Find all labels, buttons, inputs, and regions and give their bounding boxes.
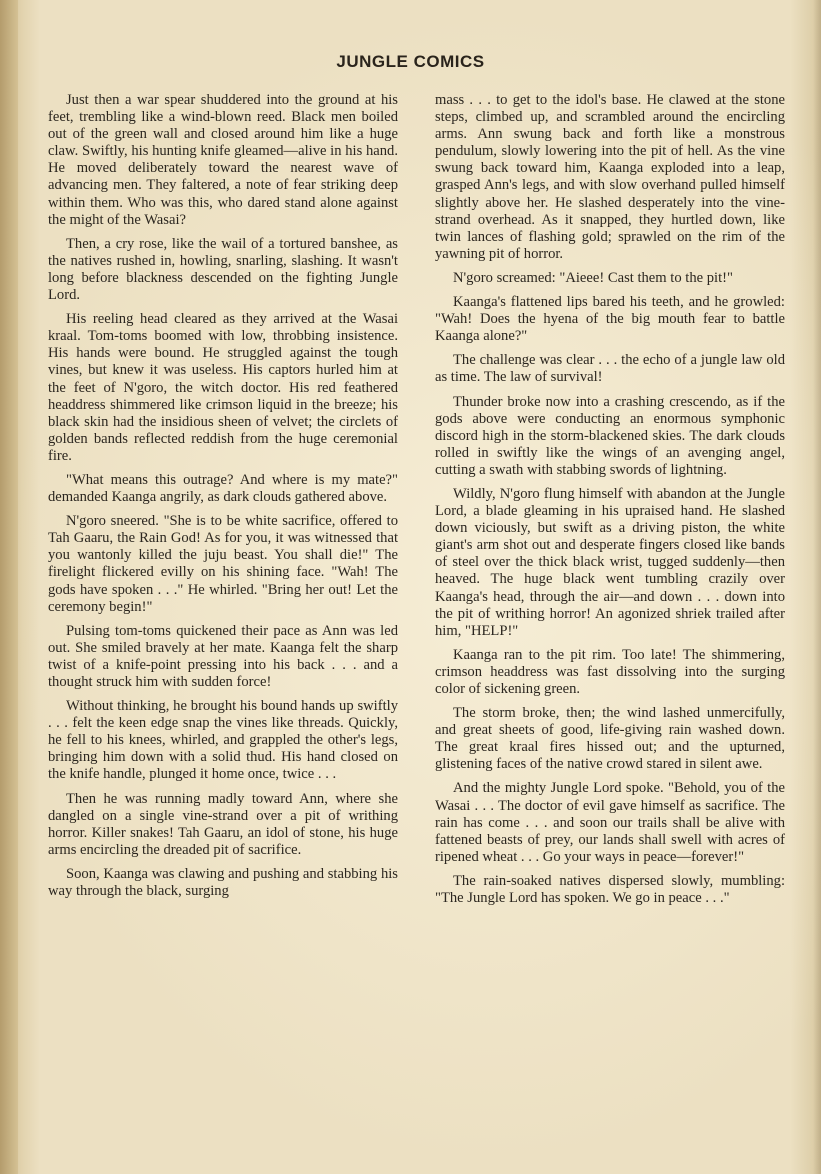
page-spine: [0, 0, 18, 1174]
paragraph: Then he was running madly toward Ann, where she dangled on a single vine-strand over a pit of writhing horror. Killer snakes! Tah Gaaru, an idol of stone, his huge arms encircling the dreaded pit of sacrifice.: [48, 790, 398, 858]
right-text-column: [435, 92, 785, 914]
paragraph: The rain-soaked natives dispersed slowly, mumbling: "The Jungle Lord has spoken. We go in peace . . .": [435, 872, 785, 907]
paragraph: "What means this outrage? And where is my mate?" demanded Kaanga angrily, as dark clouds gathered above.: [48, 471, 398, 506]
paragraph: Kaanga ran to the pit rim. Too late! The shimmering, crimson headdress was fast dissolving into the surging color of sickening green.: [435, 646, 785, 697]
paragraph: Then, a cry rose, like the wail of a tortured banshee, as the natives rushed in, howling, snarling, slashing. It wasn't long before blackness descended on the fighting Jungle Lord.: [48, 235, 398, 304]
paragraph: Wildly, N'goro flung himself with abandon at the Jungle Lord, a blade gleaming in his upraised hand. He slashed down viciously, but swift as a driving piston, the white giant's arm shot out and desperate fingers closed like bands of steel over the thick black wrist, tugged suddenly—then heaved. The huge black went tumbling crazily over Kaanga's head, through the air—and down . . . down into the pit of writhing horror! An agonized shriek trailed after him, "HELP!": [435, 485, 785, 639]
paragraph: His reeling head cleared as they arrived at the Wasai kraal. Tom-toms boomed with low, throbbing insistence. His hands were bound. He struggled against the tough vines, but knew it was useless. His captors hurled him at the feet of N'goro, the witch doctor. His red feathered headdress shimmered like crimson liquid in the breeze; his black skin had the insidious sheen of velvet; the circlets of golden bands reflected reddish from the huge ceremonial fire.: [48, 311, 398, 464]
page-edge-shadow: [813, 0, 821, 1174]
paragraph: And the mighty Jungle Lord spoke. "Behold, you of the Wasai . . . The doctor of evil gave himself as sacrifice. The rain has come . . . and soon our trails shall be alive with fattened beasts of prey, our lands shall swell with acres of ripened wheat . . . Go your ways in peace—forever!": [435, 780, 785, 865]
paragraph: Soon, Kaanga was clawing and pushing and stabbing his way through the black, surging: [48, 865, 398, 900]
paragraph: Without thinking, he brought his bound hands up swiftly . . . felt the keen edge snap the vines like threads. Quickly, he fell to his knees, whirled, and grappled the other's legs, bringing him down with a solid thud. His hand closed on the knife handle, plunged it home once, twice . . .: [48, 698, 398, 783]
paragraph: Thunder broke now into a crashing crescendo, as if the gods above were conducting an enormous symphonic discord high in the storm-blackened skies. The dark clouds rolled in swiftly like the wings of an avenging angel, cutting a swath with stabbing swords of lightning.: [435, 393, 785, 478]
paragraph: The challenge was clear . . . the echo of a jungle law old as time. The law of survival!: [435, 352, 785, 386]
paragraph: N'goro sneered. "She is to be white sacrifice, offered to Tah Gaaru, the Rain God! As for you, it was witnessed that you wantonly killed the juju beast. You shall die!" The firelight flickered evilly on his shining face. "Wah! The gods have spoken . . ." He whirled. "Bring her out! Let the ceremony begin!": [48, 513, 398, 615]
paragraph: The storm broke, then; the wind lashed unmercifully, and great sheets of good, life-giving rain washed down. The great kraal fires hissed out; and the upturned, glistening faces of the native crowd stared in silent awe.: [435, 705, 785, 773]
paragraph: Kaanga's flattened lips bared his teeth, and he growled: "Wah! Does the hyena of the big mouth fear to battle Kaanga alone?": [435, 294, 785, 345]
left-text-column: [48, 92, 398, 907]
paragraph: Just then a war spear shuddered into the ground at his feet, trembling like a wind-blown reed. Black men boiled out of the green wall and closed around him like a huge claw. Swiftly, his hunting knife gleamed—alive in his hand. He moved deliberately toward the nearest wave of advancing men. They faltered, a note of fear striking deep within them. Who was this, who dared stand alone against the might of the Wasai?: [48, 92, 398, 228]
page-header-title: JUNGLE COMICS: [336, 52, 485, 71]
paragraph-continued: mass . . . to get to the idol's base. He clawed at the stone steps, climbed up, and scrambled around the encircling arms. Ann swung back and forth like a monstrous pendulum, slowly lowering into the pit of hell. As the vine swung back toward him, Kaanga exploded into a leap, grasped Ann's legs, and with slow overhand pulled himself slightly above her. He slashed desperately into the vine-strand overhead. As it snapped, they hurtled down, like twin lances of flashing gold; sprawled on the rim of the yawning pit of horror.: [435, 92, 785, 262]
paragraph: N'goro screamed: "Aieee! Cast them to the pit!": [453, 269, 733, 286]
paragraph: Pulsing tom-toms quickened their pace as Ann was led out. She smiled bravely at her mate. Kaanga felt the sharp twist of a knife-point pressing into his back . . . and a thought struck him with sudden force!: [48, 622, 398, 690]
